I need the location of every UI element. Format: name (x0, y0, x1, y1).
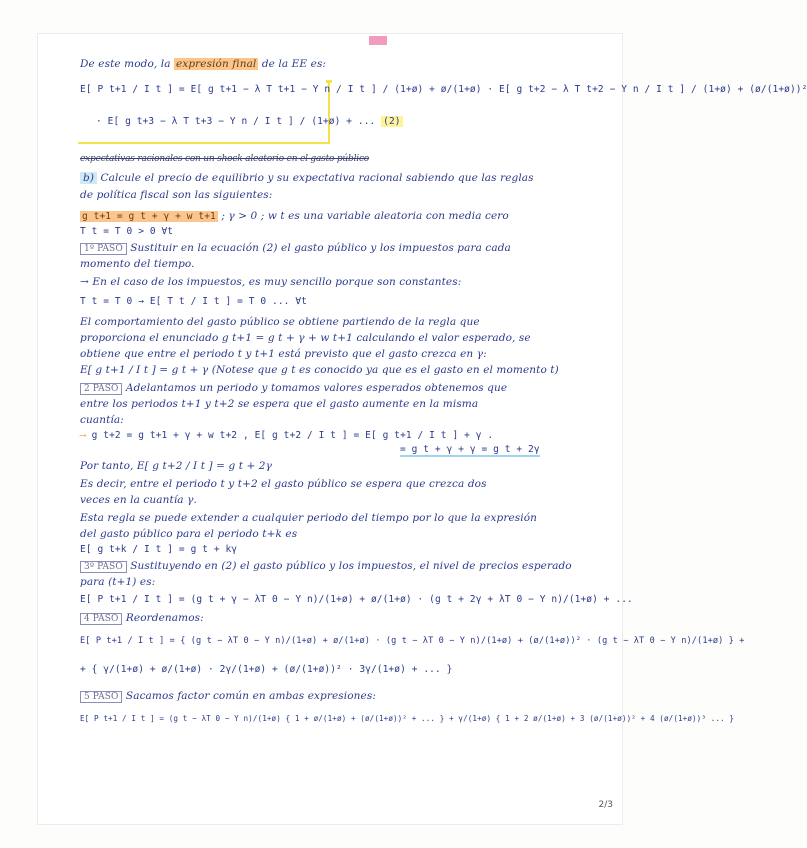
es-decir-line-1: Es decir, entre el periodo t y t+2 el gasto público se espera que crezca dos (80, 478, 487, 490)
por-tanto-line: Por tanto, E[ g t+2 / I t ] = g t + 2γ (80, 460, 272, 472)
yellow-bracket-corner (326, 80, 332, 83)
paso-5-line (80, 690, 376, 702)
paso-4-line (80, 612, 204, 624)
equation-line-2-text: · E[ g t+3 − λ T t+3 − Y n / I t ] / (1+ø) + ... (96, 116, 376, 127)
impuestos-note: → En el caso de los impuestos, es muy sencillo porque son constantes: (80, 276, 462, 288)
es-decir-line-2: veces en la cuantía γ. (80, 494, 197, 506)
fiscal-rule-gasto: g t+1 = g t + γ + w t+1 (82, 211, 216, 222)
paso-1-tag: 1º PASO (80, 243, 127, 255)
question-b-text: Calcule el precio de equilibrio y su expectativa racional sabiendo que las reglas (100, 172, 534, 184)
equation-tag-2: (2) (383, 116, 401, 127)
paso-5-equation: E[ P t+1 / I t ] = (g t − λT 0 − Y n)/(1+ø) { 1 + ø/(1+ø) + (ø/(1+ø))² + ... } + γ/(1+ø) { 1 + 2 ø/(1+ø) + 3 (ø/(1+ø))² + 4 (ø/(1+ø))³ ... } (80, 714, 735, 723)
paso-1-text: Sustituir en la ecuación (2) el gasto público y los impuestos para cada (130, 242, 511, 254)
notebook-page (38, 34, 622, 824)
paso-4-tag: 4 PASO (80, 613, 122, 625)
paso-2-line (80, 382, 507, 394)
paso-4-equation-1: E[ P t+1 / I t ] = { (g t − λT 0 − Y n)/(1+ø) + ø/(1+ø) · (g t − λT 0 − Y n)/(1+ø) + (ø/(1+ø))² · (g t − λT 0 − Y n)/(1+ø) } + (80, 636, 745, 646)
paso-2-line-3: cuantía: (80, 414, 124, 426)
pink-tape-marker (369, 36, 387, 45)
paso-2-equation (80, 430, 493, 441)
paso-5-text: Sacamos factor común en ambas expresiones: (125, 690, 376, 702)
tax-rule-line: T t = T 0 > 0 ∀t (80, 226, 174, 237)
regla-extension-2: del gasto público para el periodo t+k es (80, 528, 298, 540)
paso-1-line-2: momento del tiempo. (80, 258, 195, 270)
fiscal-rule-text: ; γ > 0 ; w t es una variable aleatoria con media cero (221, 210, 509, 222)
gasto-behaviour-3: obtiene que entre el periodo t y t+1 está previsto que el gasto crezca en γ: (80, 348, 487, 360)
paso-1-line (80, 242, 511, 254)
paso-4-equation-2: + { γ/(1+ø) + ø/(1+ø) · 2γ/(1+ø) + (ø/(1+ø))² · 3γ/(1+ø) + ... } (80, 664, 453, 675)
page-number: 2/3 (598, 800, 613, 810)
paso-3-tag: 3º PASO (80, 561, 127, 573)
paso-2-line-2: entre los periodos t+1 y t+2 se espera que el gasto aumente en la misma (80, 398, 479, 410)
gasto-expectation: E[ g t+1 / I t ] = g t + γ (Notese que g t es conocido ya que es el gasto en el momento t) (80, 364, 559, 376)
intro-line (80, 58, 326, 70)
question-b-tag: b) (80, 172, 97, 184)
question-b-line-2: de política fiscal son las siguientes: (80, 189, 273, 201)
paso-3-equation: E[ P t+1 / I t ] = (g t + γ − λT 0 − Y n)/(1+ø) + ø/(1+ø) · (g t + 2γ + λT 0 − Y n)/(1+ø) + ... (80, 594, 633, 605)
paso-2-result (400, 444, 540, 455)
gasto-behaviour-1: El comportamiento del gasto público se obtiene partiendo de la regla que (80, 316, 480, 328)
gasto-behaviour-2: proporciona el enunciado g t+1 = g t + γ + w t+1 calculando el valor esperado, se (80, 332, 531, 344)
paso-2-text: Adelantamos un periodo y tomamos valores esperados obtenemos que (125, 382, 508, 394)
equation-line-1: E[ P t+1 / I t ] = E[ g t+1 − λ T t+1 − Y n / I t ] / (1+ø) + ø/(1+ø) · E[ g t+2 − λ T t+2 − Y n / I t ] / (1+ø) + (ø/(1+ø))² (80, 84, 807, 95)
paso-5-tag: 5 PASO (80, 691, 122, 703)
intro-text-b: de la EE es: (258, 58, 327, 70)
paso-4-text: Reordenamos: (125, 612, 204, 624)
regla-extension-1: Esta regla se puede extender a cualquier periodo del tiempo por lo que la expresión (80, 512, 537, 524)
fiscal-rule-line (80, 210, 509, 222)
paso-2-equation-text: g t+2 = g t+1 + γ + w t+2 , E[ g t+2 / I t ] = E[ g t+1 / I t ] + γ . (91, 430, 494, 441)
paso-2-tag: 2 PASO (80, 383, 122, 395)
paso-3-line (80, 560, 572, 572)
paso-2-result-text: = g t + γ + γ = g t + 2γ (400, 444, 540, 455)
paso-3-line-2: para (t+1) es: (80, 576, 156, 588)
regla-general-equation: E[ g t+k / I t ] = g t + kγ (80, 544, 238, 555)
equation-line-2 (96, 116, 403, 127)
impuestos-equation: T t = T 0 → E[ T t / I t ] = T 0 ... ∀t (80, 296, 307, 307)
intro-text-a: De este modo, la (80, 58, 174, 70)
orange-arrow-icon: ⟶ (80, 430, 92, 441)
question-b-line (80, 172, 534, 184)
struck-heading: expectativas racionales con un shock aleatorio en el gasto público (80, 154, 370, 164)
paso-3-text: Sustituyendo en (2) el gasto público y los impuestos, el nivel de precios esperado (130, 560, 572, 572)
highlighted-phrase: expresión final (176, 58, 257, 70)
